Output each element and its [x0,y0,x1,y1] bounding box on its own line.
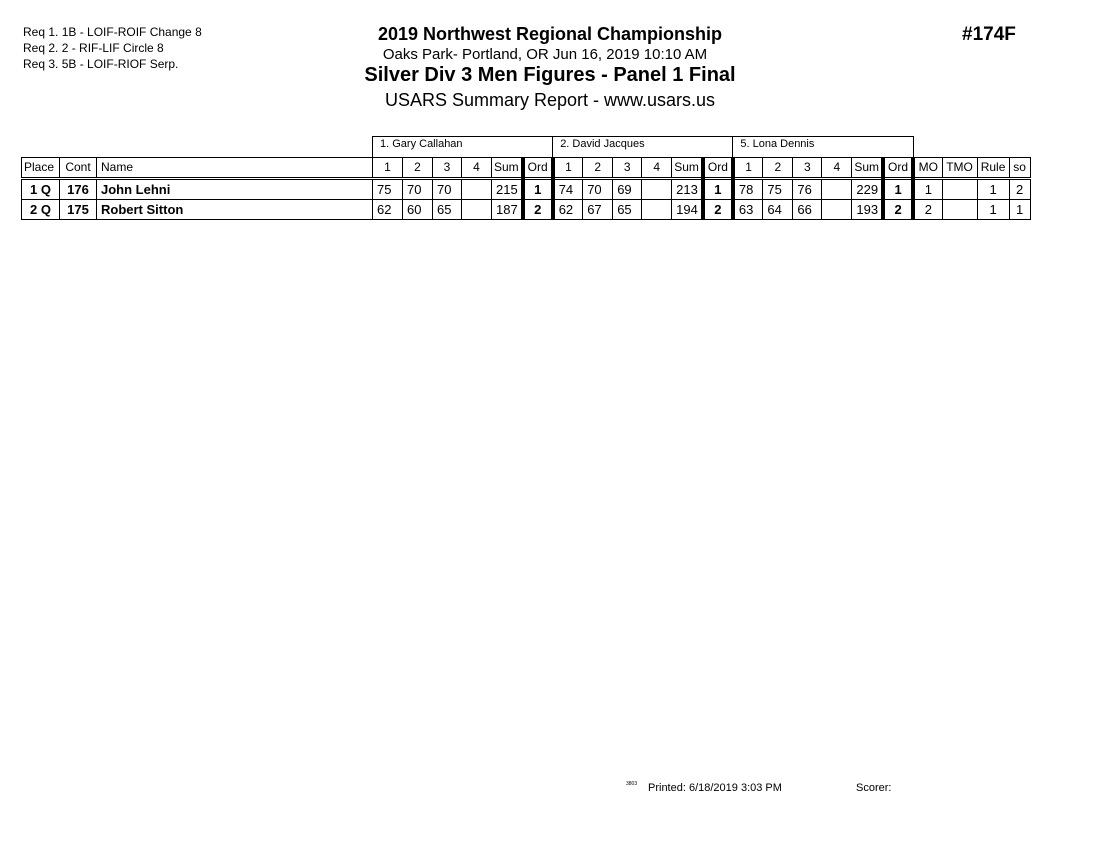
col-j2-4: 4 [642,158,672,179]
sum-cell: 187 [492,200,523,220]
rule-cell: 1 [977,179,1009,200]
report-subtitle: USARS Summary Report - www.usars.us [384,90,716,110]
score-cell [642,200,672,220]
sum-cell: 229 [852,179,883,200]
name-cell: John Lehni [97,179,373,200]
col-j3-3: 3 [793,158,822,179]
score-cell: 70 [403,179,433,200]
score-cell: 70 [583,179,613,200]
col-j3-2: 2 [763,158,793,179]
col-j3-4: 4 [822,158,852,179]
results-table [21,136,1031,220]
col-so: so [1009,158,1030,179]
col-j1-2: 2 [403,158,433,179]
ord-cell: 2 [883,200,913,220]
ord-cell: 1 [883,179,913,200]
score-cell: 78 [733,179,763,200]
score-cell: 75 [373,179,403,200]
col-cont: Cont [60,158,97,179]
event-number: #174F [962,24,1016,45]
score-cell [462,179,492,200]
col-j3-ord: Ord [883,158,913,179]
sum-cell: 194 [672,200,703,220]
table-row [22,179,1031,200]
col-place: Place [22,158,60,179]
sum-cell: 193 [852,200,883,220]
col-j2-2: 2 [583,158,613,179]
rule-cell: 1 [977,200,1009,220]
cont-cell: 176 [60,179,97,200]
judge-header-row [22,137,1031,158]
score-cell: 75 [763,179,793,200]
location-datetime: Oaks Park- Portland, OR Jun 16, 2019 10:10 AM [382,46,708,63]
requirement-2: Req 2. 2 - RIF-LIF Circle 8 [23,41,164,55]
sum-cell: 215 [492,179,523,200]
score-cell: 69 [613,179,642,200]
judge-3-name: 5. Lona Dennis [733,137,913,158]
col-mo: MO [913,158,942,179]
mo-cell: 2 [913,200,942,220]
col-j3-sum: Sum [852,158,883,179]
version-code: 3803 [626,781,638,787]
printed-timestamp: Printed: 6/18/2019 3:03 PM [648,782,782,794]
col-tmo: TMO [942,158,977,179]
championship-title: 2019 Northwest Regional Championship [377,24,723,44]
requirement-3: Req 3. 5B - LOIF-RIOF Serp. [23,57,179,71]
score-cell: 62 [373,200,403,220]
score-cell: 76 [793,179,822,200]
col-j1-sum: Sum [492,158,523,179]
score-cell [642,179,672,200]
score-cell: 74 [553,179,583,200]
col-j1-ord: Ord [523,158,553,179]
col-j2-sum: Sum [672,158,703,179]
tmo-cell [942,179,977,200]
ord-cell: 2 [703,200,733,220]
col-j2-3: 3 [613,158,642,179]
col-j3-1: 1 [733,158,763,179]
table-row [22,200,1031,220]
event-title: Silver Div 3 Men Figures - Panel 1 Final [364,64,736,86]
score-cell: 70 [433,179,462,200]
place-cell: 2 Q [22,200,60,220]
scorer-label: Scorer: [856,782,892,794]
name-cell: Robert Sitton [97,200,373,220]
col-j2-ord: Ord [703,158,733,179]
col-j1-1: 1 [373,158,403,179]
sum-cell: 213 [672,179,703,200]
so-cell: 1 [1009,200,1030,220]
judge-1-name: 1. Gary Callahan [373,137,553,158]
score-cell [822,200,852,220]
col-j2-1: 1 [553,158,583,179]
score-cell: 64 [763,200,793,220]
col-rule: Rule [977,158,1009,179]
col-name: Name [97,158,373,179]
score-cell [462,200,492,220]
score-cell: 63 [733,200,763,220]
score-cell: 62 [553,200,583,220]
col-j1-4: 4 [462,158,492,179]
ord-cell: 1 [523,179,553,200]
cont-cell: 175 [60,200,97,220]
col-j1-3: 3 [433,158,462,179]
mo-cell: 1 [913,179,942,200]
judge-2-name: 2. David Jacques [553,137,733,158]
ord-cell: 2 [523,200,553,220]
score-cell [822,179,852,200]
score-cell: 67 [583,200,613,220]
ord-cell: 1 [703,179,733,200]
tmo-cell [942,200,977,220]
so-cell: 2 [1009,179,1030,200]
score-cell: 65 [433,200,462,220]
score-cell: 60 [403,200,433,220]
score-cell: 66 [793,200,822,220]
column-header-row [22,158,1031,179]
requirement-1: Req 1. 1B - LOIF-ROIF Change 8 [23,25,202,39]
score-cell: 65 [613,200,642,220]
place-cell: 1 Q [22,179,60,200]
